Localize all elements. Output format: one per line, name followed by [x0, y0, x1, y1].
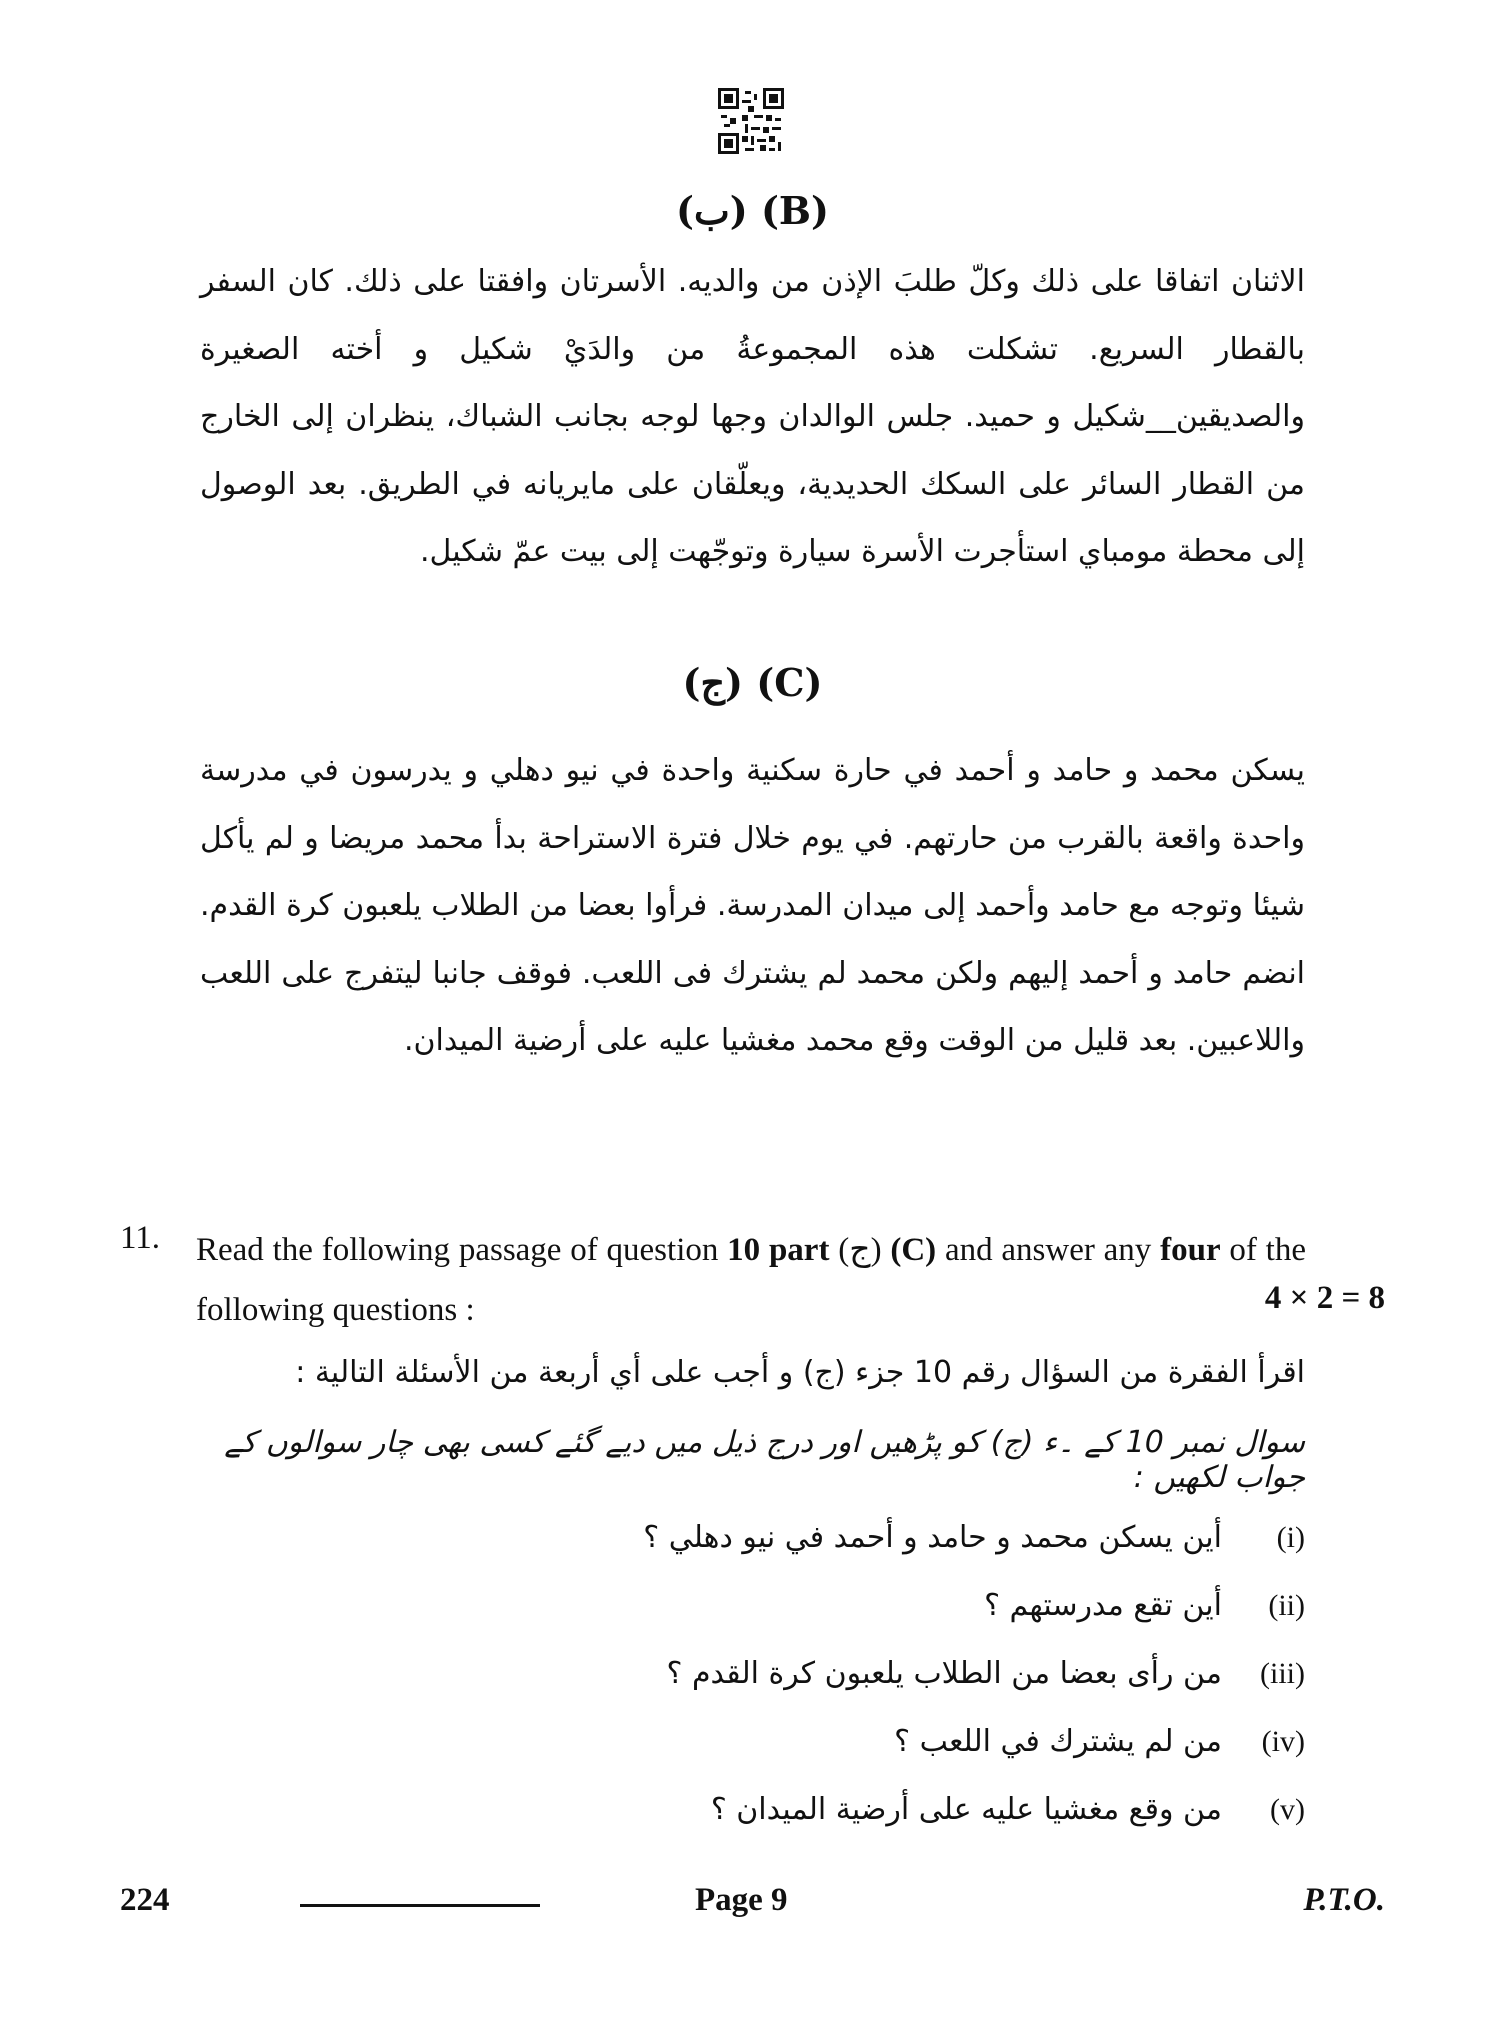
sub-question — [305, 1656, 1305, 1691]
sub-question-number: (iv) — [1261, 1725, 1305, 1758]
sub-question-number: (i) — [1276, 1521, 1305, 1554]
sub-question — [305, 1724, 1305, 1759]
question-text-part: (ج) — [829, 1232, 891, 1268]
section-b-heading: (ب) (B) — [675, 188, 830, 233]
paper-code: 224 — [120, 1882, 170, 1918]
sub-question — [305, 1588, 1305, 1623]
page-number: Page 9 — [695, 1882, 788, 1918]
sub-question-number: (v) — [1270, 1793, 1305, 1826]
question-text-part: Read the following passage of question — [196, 1232, 728, 1268]
section-b-paragraph: الاثنان اتفاقا على ذلك وكلّ طلبَ الإذن من والديه. الأسرتان وافقتا على ذلك. كان السفر بالقطار السريع. تشكلت هذه المجموعةُ من والدَيْ شكيل و أخته الصغيرة والصديقين__شكيل و حميد. جلس الوالدان وجها لوجه بجانب الشباك، ينظران إلى الخارج من القطار السائر على السكك الحديدية، ويعلّقان على مايريانه في الطريق. بعد الوصول إلى محطة مومباي استأجرت الأسرة سيارة وتوجّهت إلى بيت عمّ شكيل. — [200, 264, 1305, 569]
question-text-bold: four — [1160, 1232, 1221, 1268]
sub-question-number: (iii) — [1259, 1657, 1305, 1690]
sub-question-text: أين يسكن محمد و حامد و أحمد في نيو دهلي ؟ — [643, 1520, 1222, 1555]
question-text-bold: 10 part — [727, 1232, 830, 1268]
section-c-heading: (ج) (C) — [682, 660, 823, 705]
pto-label: P.T.O. — [1303, 1882, 1385, 1918]
sub-question — [305, 1520, 1305, 1555]
question-marks: 4 × 2 = 8 — [1264, 1280, 1385, 1316]
sub-question-text: من رأى بعضا من الطلاب يلعبون كرة القدم ؟ — [666, 1656, 1222, 1691]
question-text-bold: (C) — [890, 1232, 937, 1268]
sub-question-number: (ii) — [1268, 1589, 1305, 1622]
sub-question-text: من لم يشترك في اللعب ؟ — [894, 1724, 1222, 1759]
urdu-instruction: سوال نمبر 10 کے ۔ء (ج) کو پڑھیں اور درج ذیل میں دیے گئے کسی بھی چار سوالوں کے جواب لکھیں : — [224, 1425, 1305, 1495]
arabic-instruction: اقرأ الفقرة من السؤال رقم 10 جزء (ج) و أجب على أي أربعة من الأسئلة التالية : — [295, 1355, 1305, 1390]
question-text-part: and answer any — [936, 1232, 1161, 1268]
footer-rule — [300, 1904, 540, 1907]
question-text-part: of the following questions : — [196, 1232, 1307, 1328]
section-c-paragraph: يسكن محمد و حامد و أحمد في حارة سكنية واحدة في نيو دهلي و يدرسون في مدرسة واحدة واقعة بالقرب من حارتهم. في يوم خلال فترة الاستراحة بدأ محمد مريضا و لم يأكل شيئا وتوجه مع حامد وأحمد إلى ميدان المدرسة. فرأوا بعضا من الطلاب يلعبون كرة القدم. انضم حامد و أحمد إليهم ولكن محمد لم يشترك فى اللعب. فوقف جانبا ليتفرج على اللعب واللاعبين. بعد قليل من الوقت وقع محمد مغشيا عليه على أرضية الميدان. — [200, 753, 1305, 1058]
qr-code-icon — [718, 88, 784, 154]
question-text — [196, 1220, 1306, 1340]
sub-question-text: من وقع مغشيا عليه على أرضية الميدان ؟ — [710, 1792, 1222, 1827]
sub-question — [305, 1792, 1305, 1827]
question-number: 11. — [120, 1220, 161, 1256]
sub-question-text: أين تقع مدرستهم ؟ — [984, 1588, 1222, 1623]
